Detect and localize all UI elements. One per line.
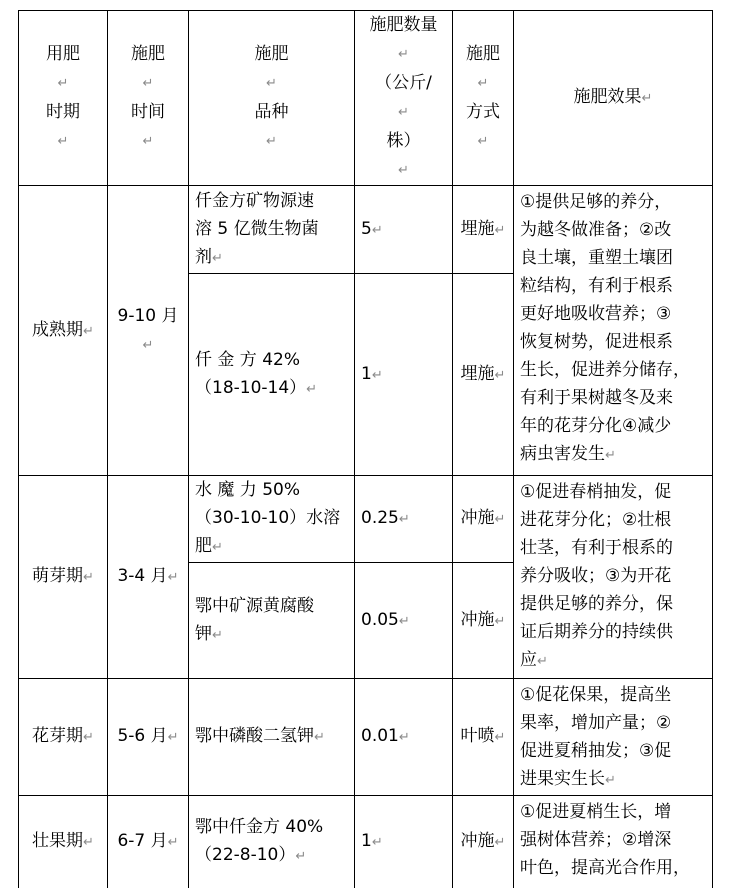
period-cell bbox=[19, 679, 108, 796]
effect-line bbox=[520, 216, 706, 244]
method-cell bbox=[453, 563, 514, 679]
period-text: 花芽期 bbox=[32, 726, 84, 746]
effect-line bbox=[520, 534, 706, 562]
effect-text: 果率，增加产量；② bbox=[520, 713, 672, 733]
variety-cell bbox=[189, 186, 355, 274]
amount-cell bbox=[355, 476, 453, 563]
period-cell bbox=[19, 186, 108, 476]
method-cell bbox=[453, 186, 514, 274]
header-line: 时期 bbox=[46, 102, 80, 122]
variety-text: 鄂中仟金方 40% bbox=[195, 816, 324, 837]
variety-line bbox=[195, 374, 348, 404]
paragraph-mark: ↵ bbox=[398, 512, 410, 527]
variety-line bbox=[195, 592, 348, 620]
variety-line bbox=[195, 532, 348, 562]
effect-text: 促进夏稍抽发；③促 bbox=[520, 741, 672, 761]
effect-line bbox=[520, 618, 706, 646]
variety-line bbox=[195, 187, 348, 215]
effect-text: 为越冬做准备；②改 bbox=[520, 220, 672, 240]
header-variety bbox=[189, 11, 355, 186]
amount-text: 1 bbox=[361, 363, 372, 384]
period-cell bbox=[19, 476, 108, 679]
header-method bbox=[453, 11, 514, 186]
effect-line bbox=[520, 412, 706, 440]
header-line: 用肥 bbox=[46, 44, 80, 64]
variety-cell bbox=[189, 796, 355, 888]
method-text: 冲施 bbox=[460, 830, 495, 851]
paragraph-mark: ↵ bbox=[314, 730, 325, 745]
effect-text: 证后期养分的持续供 bbox=[520, 622, 673, 642]
variety-text: 钾 bbox=[195, 623, 212, 644]
header-effect bbox=[514, 11, 713, 186]
header-row bbox=[19, 11, 713, 186]
effect-text: 有利于果树越冬及来 bbox=[520, 388, 673, 408]
table-row bbox=[19, 679, 713, 796]
document-page bbox=[18, 10, 713, 888]
amount-text: 1 bbox=[361, 830, 372, 851]
paragraph-mark: ↵ bbox=[83, 834, 94, 850]
paragraph-mark: ↵ bbox=[398, 163, 409, 178]
period-text: 壮果期 bbox=[32, 830, 84, 851]
fertilization-table bbox=[18, 10, 713, 888]
effect-text: ①促花保果，提高坐 bbox=[520, 685, 672, 705]
header-amount bbox=[355, 11, 453, 186]
period-text: 成熟期 bbox=[32, 319, 84, 340]
effect-line bbox=[520, 440, 706, 470]
variety-text: （30-10-10）水溶 bbox=[195, 508, 341, 528]
header-line: 施肥效果 bbox=[573, 87, 642, 107]
header-period bbox=[19, 11, 108, 186]
paragraph-mark: ↵ bbox=[83, 730, 94, 745]
effect-line bbox=[520, 244, 706, 272]
paragraph-mark: ↵ bbox=[167, 570, 179, 585]
effect-line bbox=[520, 798, 706, 826]
effect-line bbox=[520, 356, 706, 384]
variety-text: （18-10-14） bbox=[195, 377, 307, 398]
effect-text: 良土壤，重塑土壤团 bbox=[520, 248, 673, 268]
paragraph-mark: ↵ bbox=[477, 134, 489, 149]
effect-line bbox=[520, 272, 706, 300]
paragraph-mark: ↵ bbox=[605, 448, 616, 463]
effect-text: 应 bbox=[520, 650, 537, 670]
effect-text: 恢复树势，促进根系 bbox=[520, 332, 673, 352]
variety-text: 水 魔 力 50% bbox=[195, 480, 300, 500]
effect-line bbox=[520, 765, 706, 795]
variety-text: 鄂中矿源黄腐酸 bbox=[195, 595, 314, 616]
table-row bbox=[19, 796, 713, 888]
effect-cell bbox=[514, 796, 713, 888]
amount-text: 0.05 bbox=[361, 609, 399, 630]
effect-line bbox=[520, 709, 706, 737]
effect-cell bbox=[514, 679, 713, 796]
variety-text: 剂 bbox=[195, 246, 212, 267]
effect-line bbox=[520, 590, 706, 618]
variety-line bbox=[195, 243, 348, 273]
amount-cell bbox=[355, 563, 453, 679]
table-row bbox=[19, 476, 713, 563]
time-cell bbox=[108, 476, 189, 679]
variety-text: （22-8-10） bbox=[195, 844, 296, 865]
variety-text: 仟金方矿物源速 bbox=[195, 190, 314, 211]
variety-line bbox=[195, 841, 348, 871]
time-text: 6-7 月 bbox=[117, 830, 168, 851]
paragraph-mark: ↵ bbox=[494, 613, 506, 629]
method-text: 埋施 bbox=[460, 218, 495, 239]
effect-cell bbox=[514, 476, 713, 679]
amount-cell bbox=[355, 796, 453, 888]
time-cell bbox=[108, 796, 189, 888]
paragraph-mark: ↵ bbox=[57, 134, 69, 149]
header-line: 施肥 bbox=[466, 44, 500, 64]
effect-text: 进花芽分化；②壮根 bbox=[520, 510, 672, 530]
paragraph-mark: ↵ bbox=[494, 730, 506, 745]
paragraph-mark: ↵ bbox=[83, 570, 94, 585]
effect-text: 生长，促进养分储存， bbox=[520, 360, 690, 380]
effect-text: 年的花芽分化④减少 bbox=[520, 416, 672, 436]
method-cell bbox=[453, 679, 514, 796]
amount-text: 0.01 bbox=[361, 726, 399, 746]
paragraph-mark: ↵ bbox=[477, 76, 489, 91]
paragraph-mark: ↵ bbox=[306, 381, 318, 397]
paragraph-mark: ↵ bbox=[398, 105, 409, 120]
time-cell bbox=[108, 679, 189, 796]
effect-line bbox=[520, 646, 706, 676]
paragraph-mark: ↵ bbox=[295, 848, 307, 864]
variety-line bbox=[195, 620, 348, 650]
time-text: 5-6 月 bbox=[117, 726, 168, 746]
effect-text: 叶色，提高光合作用， bbox=[520, 858, 690, 878]
paragraph-mark: ↵ bbox=[212, 250, 223, 266]
variety-cell bbox=[189, 476, 355, 563]
paragraph-mark: ↵ bbox=[494, 512, 506, 527]
variety-line bbox=[195, 215, 348, 243]
method-cell bbox=[453, 796, 514, 888]
paragraph-mark: ↵ bbox=[142, 134, 154, 149]
variety-line bbox=[195, 476, 348, 504]
paragraph-mark: ↵ bbox=[371, 367, 383, 383]
variety-cell bbox=[189, 563, 355, 679]
header-line: 时间 bbox=[131, 102, 165, 122]
effect-line bbox=[520, 188, 706, 216]
effect-line bbox=[520, 506, 706, 534]
method-cell bbox=[453, 476, 514, 563]
period-cell bbox=[19, 796, 108, 888]
header-line: 施肥数量 bbox=[369, 15, 438, 35]
variety-text: 溶 5 亿微生物菌 bbox=[195, 218, 319, 239]
effect-line bbox=[520, 562, 706, 590]
effect-text: 进果实生长 bbox=[520, 769, 605, 789]
effect-text: ①提供足够的养分， bbox=[520, 192, 672, 212]
paragraph-mark: ↵ bbox=[371, 222, 383, 238]
method-text: 埋施 bbox=[460, 363, 495, 384]
variety-text: 仟 金 方 42% bbox=[195, 349, 300, 370]
paragraph-mark: ↵ bbox=[494, 834, 506, 850]
paragraph-mark: ↵ bbox=[83, 323, 94, 339]
effect-text: 强树体营养；②增深 bbox=[520, 830, 672, 850]
paragraph-mark: ↵ bbox=[494, 222, 506, 238]
effect-text: 粒结构，有利于根系 bbox=[520, 276, 673, 296]
period-text: 萌芽期 bbox=[32, 566, 84, 586]
method-text: 冲施 bbox=[460, 508, 495, 528]
effect-line bbox=[520, 681, 706, 709]
effect-line bbox=[520, 384, 706, 412]
header-line: （公斤/ bbox=[375, 73, 432, 93]
variety-text: 肥 bbox=[195, 536, 212, 556]
paragraph-mark: ↵ bbox=[57, 76, 69, 91]
paragraph-mark: ↵ bbox=[605, 773, 616, 788]
effect-line bbox=[520, 737, 706, 765]
effect-line bbox=[520, 328, 706, 356]
effect-text: 壮茎，有利于根系的 bbox=[520, 538, 673, 558]
paragraph-mark: ↵ bbox=[167, 730, 179, 745]
effect-line bbox=[520, 478, 706, 506]
paragraph-mark: ↵ bbox=[212, 540, 223, 555]
variety-line bbox=[195, 813, 348, 841]
variety-line bbox=[195, 722, 348, 752]
paragraph-mark: ↵ bbox=[266, 76, 277, 91]
time-cell bbox=[108, 186, 189, 476]
time-text: 3-4 月 bbox=[117, 566, 168, 586]
paragraph-mark: ↵ bbox=[398, 47, 409, 62]
table-row bbox=[19, 186, 713, 274]
paragraph-mark: ↵ bbox=[398, 730, 410, 745]
paragraph-mark: ↵ bbox=[142, 337, 154, 353]
paragraph-mark: ↵ bbox=[494, 367, 506, 383]
amount-text: 5 bbox=[361, 218, 372, 239]
effect-text: 养分吸收；③为开花 bbox=[520, 566, 672, 586]
header-line: 施肥 bbox=[131, 44, 165, 64]
amount-cell bbox=[355, 679, 453, 796]
effect-text: 更好地吸收营养；③ bbox=[520, 304, 672, 324]
header-line: 方式 bbox=[466, 102, 500, 122]
header-time bbox=[108, 11, 189, 186]
paragraph-mark: ↵ bbox=[167, 834, 179, 850]
effect-text: 提供足够的养分，保 bbox=[520, 594, 673, 614]
table-body bbox=[19, 11, 713, 888]
effect-text: ①促进春梢抽发，促 bbox=[520, 482, 672, 502]
header-line: 株） bbox=[386, 131, 421, 151]
paragraph-mark: ↵ bbox=[212, 627, 223, 643]
paragraph-mark: ↵ bbox=[266, 134, 277, 149]
header-line: 品种 bbox=[254, 102, 289, 122]
variety-cell bbox=[189, 274, 355, 476]
paragraph-mark: ↵ bbox=[398, 613, 410, 629]
variety-text: 鄂中磷酸二氢钾 bbox=[195, 726, 314, 746]
variety-line bbox=[195, 346, 348, 374]
paragraph-mark: ↵ bbox=[371, 834, 383, 850]
effect-cell bbox=[514, 186, 713, 476]
time-text: 9-10 月 bbox=[117, 305, 179, 326]
paragraph-mark: ↵ bbox=[537, 654, 548, 669]
method-text: 叶喷 bbox=[460, 726, 495, 746]
variety-line bbox=[195, 504, 348, 532]
effect-line bbox=[520, 300, 706, 328]
paragraph-mark: ↵ bbox=[142, 76, 154, 91]
amount-text: 0.25 bbox=[361, 508, 399, 528]
method-cell bbox=[453, 274, 514, 476]
header-line: 施肥 bbox=[254, 44, 289, 64]
paragraph-mark: ↵ bbox=[641, 91, 653, 106]
effect-text: 病虫害发生 bbox=[520, 444, 605, 464]
amount-cell bbox=[355, 274, 453, 476]
effect-text: ①促进夏梢生长，增 bbox=[520, 802, 672, 822]
variety-cell bbox=[189, 679, 355, 796]
effect-line bbox=[520, 826, 706, 854]
effect-line bbox=[520, 854, 706, 882]
method-text: 冲施 bbox=[460, 609, 495, 630]
amount-cell bbox=[355, 186, 453, 274]
